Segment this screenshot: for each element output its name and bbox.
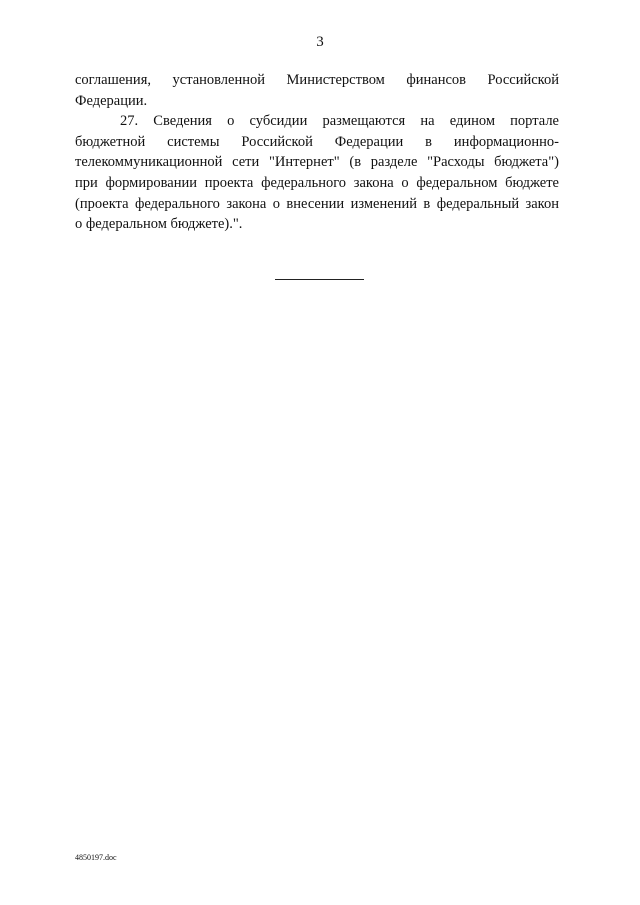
text-line: соглашения, установленной Министерством финансов Российской: [75, 72, 559, 88]
text-line: бюджетной системы Российской Федерации в информационно-: [75, 133, 559, 150]
document-body: [75, 70, 559, 235]
text-line: о федеральном бюджете).".: [75, 216, 243, 233]
text-line: при формировании проекта федерального закона о федеральном бюджете: [75, 174, 559, 191]
end-separator-line: [275, 279, 364, 280]
text-line: 27. Сведения о субсидии размещаются на едином портале: [120, 113, 559, 130]
text-line: (проекта федерального закона о внесении изменений в федеральный закон: [75, 195, 559, 212]
text-line: телекоммуникационной сети "Интернет" (в разделе "Расходы бюджета"): [75, 154, 559, 171]
text-line: Федерации.: [75, 92, 148, 109]
page-number: 3: [316, 34, 324, 50]
footer-filename: 4850197.doc: [75, 853, 117, 862]
